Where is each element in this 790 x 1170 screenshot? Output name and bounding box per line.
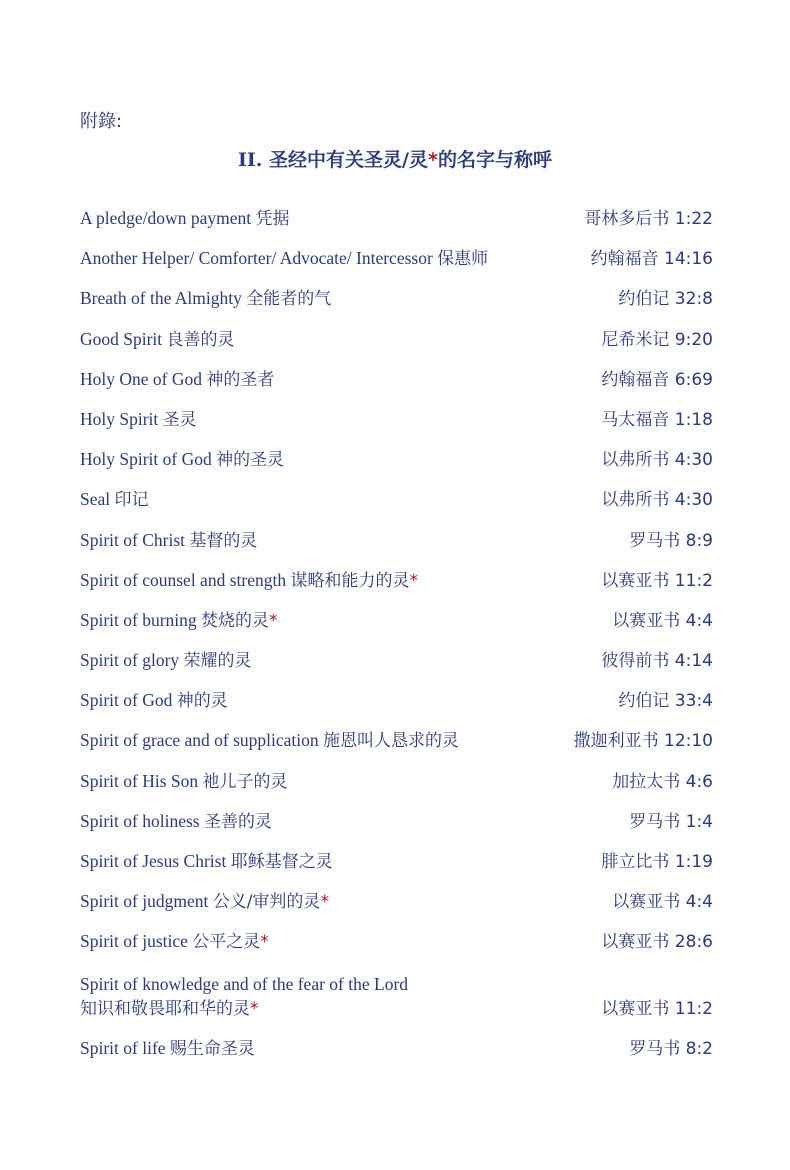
entry-chinese-text: 良善的灵 xyxy=(166,329,235,350)
list-item xyxy=(80,971,713,1021)
entry-chinese-name xyxy=(231,852,333,872)
entry-scripture-reference: 腓立比书 1:19 xyxy=(601,852,713,872)
entry-english-name: Spirit of God xyxy=(80,690,173,711)
entry-chinese-text: 神的圣者 xyxy=(206,369,275,390)
list-item xyxy=(80,770,713,794)
entry-english-name: Spirit of His Son xyxy=(80,770,199,791)
entry-english-name: Spirit of burning xyxy=(80,609,197,630)
entry-chinese-name xyxy=(255,209,289,229)
entry-chinese-text: 公义/审判的灵 xyxy=(212,892,321,913)
entry-chinese-text: 焚烧的灵 xyxy=(201,610,270,631)
list-item xyxy=(80,328,713,352)
entry-english-name: Spirit of judgment xyxy=(80,891,209,912)
list-item xyxy=(80,689,713,713)
entry-scripture-reference: 以赛亚书 11:2 xyxy=(601,570,713,591)
entry-chinese-text: 保惠师 xyxy=(437,249,489,270)
section-title xyxy=(0,145,790,172)
entry-chinese-name xyxy=(184,651,252,671)
entry-chinese-name xyxy=(167,330,235,350)
entry-chinese-name xyxy=(189,531,257,551)
entry-english-name: Spirit of grace and of supplication xyxy=(80,730,319,751)
entry-chinese-text: 圣善的灵 xyxy=(203,811,272,832)
entry-english-name: Spirit of glory xyxy=(80,650,180,671)
entry-english-name: A pledge/down payment xyxy=(80,208,252,228)
entry-chinese-name xyxy=(170,1039,255,1059)
entry-scripture-reference: 罗马书 1:4 xyxy=(629,811,713,832)
entry-chinese-name xyxy=(203,772,288,792)
entry-name xyxy=(80,207,289,231)
entry-chinese-text: 荣耀的灵 xyxy=(183,651,252,672)
entry-scripture-reference: 马太福音 1:18 xyxy=(601,409,713,430)
entry-chinese-text: 施恩叫人恳求的灵 xyxy=(323,731,459,752)
entry-english-name: Spirit of holiness xyxy=(80,810,200,831)
entry-name xyxy=(80,770,288,794)
entry-chinese-name xyxy=(204,812,272,832)
entry-name xyxy=(80,328,235,352)
entry-name xyxy=(80,810,272,834)
entry-name xyxy=(80,930,269,954)
entry-scripture-reference: 尼希米记 9:20 xyxy=(601,329,713,350)
entry-scripture-reference: 以赛亚书 4:4 xyxy=(612,610,713,631)
entry-chinese-text: 耶稣基督之灵 xyxy=(230,852,333,872)
entry-scripture-reference: 加拉太书 4:6 xyxy=(612,771,713,792)
entry-scripture-reference: 罗马书 8:9 xyxy=(629,530,713,551)
entry-english-name: Holy Spirit xyxy=(80,408,159,429)
entry-english-name: Spirit of knowledge and of the fear of the Lord xyxy=(80,973,409,994)
list-item xyxy=(80,810,713,834)
appendix-label: 附錄: xyxy=(80,111,123,132)
entry-english-name: Spirit of life xyxy=(80,1037,166,1058)
list-item xyxy=(80,287,713,311)
entry-chinese-name xyxy=(213,892,329,912)
entry-name xyxy=(80,569,418,593)
entry-name xyxy=(80,408,197,432)
entry-chinese-text: 圣灵 xyxy=(162,409,197,430)
entry-asterisk: * xyxy=(320,892,329,913)
entry-name xyxy=(80,729,459,753)
list-item xyxy=(80,850,713,874)
entry-chinese-name xyxy=(192,932,269,952)
list-item xyxy=(80,488,713,512)
list-item xyxy=(80,207,713,231)
entry-chinese-name xyxy=(206,370,274,390)
entry-english-name: Spirit of Christ xyxy=(80,529,186,550)
entry-scripture-reference: 哥林多后书 1:22 xyxy=(584,209,713,229)
entry-chinese-text: 基督的灵 xyxy=(189,530,258,551)
entry-scripture-reference: 罗马书 8:2 xyxy=(629,1038,713,1059)
entry-english-name: Breath of the Almighty xyxy=(80,288,242,309)
entry-english-name: Another Helper/ Comforter/ Advocate/ Intercessor xyxy=(80,248,433,269)
entry-name xyxy=(80,287,331,311)
entry-chinese-text: 祂儿子的灵 xyxy=(202,771,288,792)
entry-chinese-text: 公平之灵 xyxy=(192,932,261,953)
entry-asterisk: * xyxy=(250,998,259,1019)
list-item xyxy=(80,890,713,914)
entry-name xyxy=(80,1037,255,1061)
entry-name xyxy=(80,971,408,1021)
entry-chinese-name xyxy=(177,691,228,711)
entry-scripture-reference: 以赛亚书 28:6 xyxy=(601,932,713,953)
entry-scripture-reference: 以赛亚书 11:2 xyxy=(601,998,713,1019)
entry-scripture-reference: 约伯记 32:8 xyxy=(618,289,713,310)
section-title-tail: 的名字与称呼 xyxy=(437,149,552,171)
entry-scripture-reference: 撒迦利亚书 12:10 xyxy=(573,731,713,752)
entry-chinese-name xyxy=(80,998,408,1021)
entry-name xyxy=(80,890,329,914)
entry-chinese-name xyxy=(323,731,459,751)
list-item xyxy=(80,368,713,392)
entry-chinese-name xyxy=(201,611,278,631)
entry-asterisk: * xyxy=(269,610,278,631)
entry-chinese-text: 凭据 xyxy=(255,209,290,229)
entry-chinese-text: 谋略和能力的灵 xyxy=(290,570,410,591)
entry-name xyxy=(80,247,488,271)
list-item xyxy=(80,448,713,472)
entry-name xyxy=(80,649,252,673)
entry-chinese-name xyxy=(437,249,488,269)
entry-chinese-name xyxy=(246,289,331,309)
entry-asterisk: * xyxy=(260,932,269,953)
entry-scripture-reference: 以弗所书 4:30 xyxy=(601,450,713,471)
entry-asterisk: * xyxy=(409,570,418,591)
entry-name xyxy=(80,609,278,633)
entry-chinese-name xyxy=(115,490,149,510)
list-item xyxy=(80,649,713,673)
list-item xyxy=(80,569,713,593)
list-item xyxy=(80,1037,713,1061)
entry-scripture-reference: 约翰福音 6:69 xyxy=(601,369,713,390)
entry-english-name: Spirit of counsel and strength xyxy=(80,569,287,590)
entry-scripture-reference: 彼得前书 4:14 xyxy=(601,651,713,672)
entry-english-name: Spirit of justice xyxy=(80,931,188,952)
entry-english-name: Seal xyxy=(80,489,111,510)
list-item xyxy=(80,529,713,553)
list-item xyxy=(80,930,713,954)
list-item xyxy=(80,729,713,753)
entry-chinese-text: 全能者的气 xyxy=(246,289,332,310)
entry-name xyxy=(80,448,284,472)
entry-name xyxy=(80,850,333,874)
entry-name xyxy=(80,689,228,713)
section-title-text: 圣经中有关圣灵/灵 xyxy=(269,149,428,171)
entry-name xyxy=(80,368,274,392)
entry-scripture-reference: 以赛亚书 4:4 xyxy=(612,892,713,913)
entry-chinese-name xyxy=(163,410,197,430)
list-item xyxy=(80,408,713,432)
list-item xyxy=(80,609,713,633)
entry-english-name: Holy One of God xyxy=(80,368,202,389)
entry-chinese-name xyxy=(216,450,284,470)
entry-name xyxy=(80,488,149,512)
entry-chinese-text: 神的灵 xyxy=(176,691,228,712)
entry-chinese-text: 知识和敬畏耶和华的灵 xyxy=(80,998,250,1019)
list-item xyxy=(80,247,713,271)
entry-chinese-text: 赐生命圣灵 xyxy=(169,1038,255,1059)
entry-chinese-text: 神的圣灵 xyxy=(216,450,285,471)
entry-scripture-reference: 约翰福音 14:16 xyxy=(590,249,713,270)
section-title-asterisk: * xyxy=(428,149,438,171)
entry-chinese-name xyxy=(290,571,418,591)
section-number: II. xyxy=(238,149,263,171)
entry-name xyxy=(80,529,257,553)
entry-chinese-text: 印记 xyxy=(114,490,149,511)
entry-english-name: Good Spirit xyxy=(80,328,163,349)
entry-scripture-reference: 约伯记 33:4 xyxy=(618,691,713,712)
names-list xyxy=(80,207,713,1077)
entry-english-name: Holy Spirit of God xyxy=(80,449,212,470)
entry-english-name: Spirit of Jesus Christ xyxy=(80,851,227,871)
entry-scripture-reference: 以弗所书 4:30 xyxy=(601,490,713,511)
